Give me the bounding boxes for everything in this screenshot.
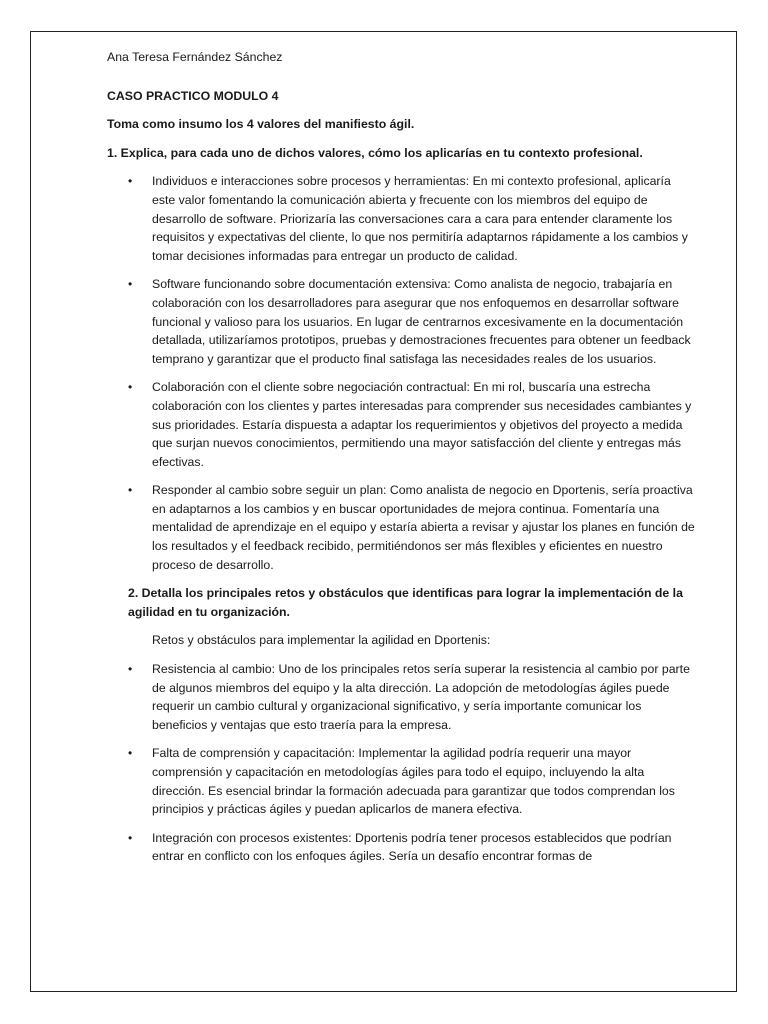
question-2: 2. Detalla los principales retos y obstáculos que identificas para lograr la implementación de la agilidad en tu organización.: [128, 586, 683, 619]
list-item: [107, 829, 697, 866]
bullet-icon: •: [128, 830, 133, 845]
list-item: [107, 481, 697, 574]
challenge-text: Resistencia al cambio: Uno de los principales retos sería superar la resistencia al cambio por parte de algunos miembros del equipo y la alta dirección. La adopción de metodologías ágiles puede requerir un cambio cultural y organizacional significativo, y sería importante comunicar los beneficios y ventajas que esto traería para la empresa.: [152, 662, 690, 732]
challenge-text: Integración con procesos existentes: Dportenis podría tener procesos establecidos que podrían entrar en conflicto con los enfoques ágiles. Sería un desafío encontrar formas de: [152, 830, 672, 864]
list-item: [107, 172, 697, 265]
document-page: [30, 31, 737, 992]
instruction-text: Toma como insumo los 4 valores del manifiesto ágil.: [107, 117, 415, 132]
value-text: Colaboración con el cliente sobre negociación contractual: En mi rol, buscaría una estrecha colaboración con los clientes y partes interesadas para comprender sus necesidades cambiantes y sus prioridades. Estaría dispuesta a adaptar los requerimientos y objetivos del proyecto a medida que surjan nuevos conocimientos, permitiendo una mayor satisfacción del cliente y entregas más efectivas.: [152, 380, 692, 469]
values-list: [107, 172, 697, 574]
bullet-icon: •: [128, 746, 133, 761]
document-body: [107, 48, 697, 876]
challenges-intro: Retos y obstáculos para implementar la agilidad en Dportenis:: [152, 633, 491, 648]
challenge-text: Falta de comprensión y capacitación: Implementar la agilidad podría requerir una mayor comprensión y capacitación en metodologías ágiles para todo el equipo, incluyendo la alta dirección. Es esencial brindar la formación adecuada para garantizar que todos comprendan los principios y prácticas ágiles y puedan aplicarlos de manera efectiva.: [152, 746, 675, 817]
challenges-list: [107, 660, 697, 866]
value-text: Responder al cambio sobre seguir un plan: Como analista de negocio en Dportenis, sería proactiva en adaptarnos a los cambios y en buscar oportunidades de mejora continua. Fomentaría una mentalidad de aprendizaje en el equipo y estaría abierta a revisar y ajustar los planes en función de los resultados y el feedback recibido, permitiéndonos ser más flexibles y eficientes en nuestro proceso de desarrollo.: [152, 483, 695, 572]
list-item: [107, 275, 697, 368]
list-item: [107, 378, 697, 471]
bullet-icon: •: [128, 662, 133, 677]
value-text: Software funcionando sobre documentación extensiva: Como analista de negocio, trabajaría en colaboración con los desarrolladores para asegurar que nos enfoquemos en desarrollar software funcional y valioso para los usuarios. En lugar de centrarnos excesivamente en la documentación detallada, utilizaríamos prototipos, pruebas y demostraciones frecuentes para obtener un feedback temprano y garantizar que el producto final satisfaga las necesidades reales de los usuarios.: [152, 277, 691, 366]
bullet-icon: •: [128, 483, 133, 498]
author-name: Ana Teresa Fernández Sánchez: [107, 50, 283, 64]
question-1: 1. Explica, para cada uno de dichos valores, cómo los aplicarías en tu contexto profesional.: [107, 145, 643, 160]
document-title: CASO PRACTICO MODULO 4: [107, 88, 279, 103]
list-item: [107, 744, 697, 818]
list-item: [107, 660, 697, 734]
bullet-icon: •: [128, 277, 133, 292]
bullet-icon: •: [128, 174, 133, 189]
bullet-icon: •: [128, 380, 133, 395]
value-text: Individuos e interacciones sobre procesos y herramientas: En mi contexto profesional, aplicaría este valor fomentando la comunicación abierta y frecuente con los miembros del equipo de desarrollo de software. Priorizaría las conversaciones cara a cara para entender claramente los requisitos y expectativas del cliente, lo que nos permitiría adaptarnos rápidamente a los cambios y tomar decisiones informadas para entregar un producto de calidad.: [152, 174, 688, 263]
